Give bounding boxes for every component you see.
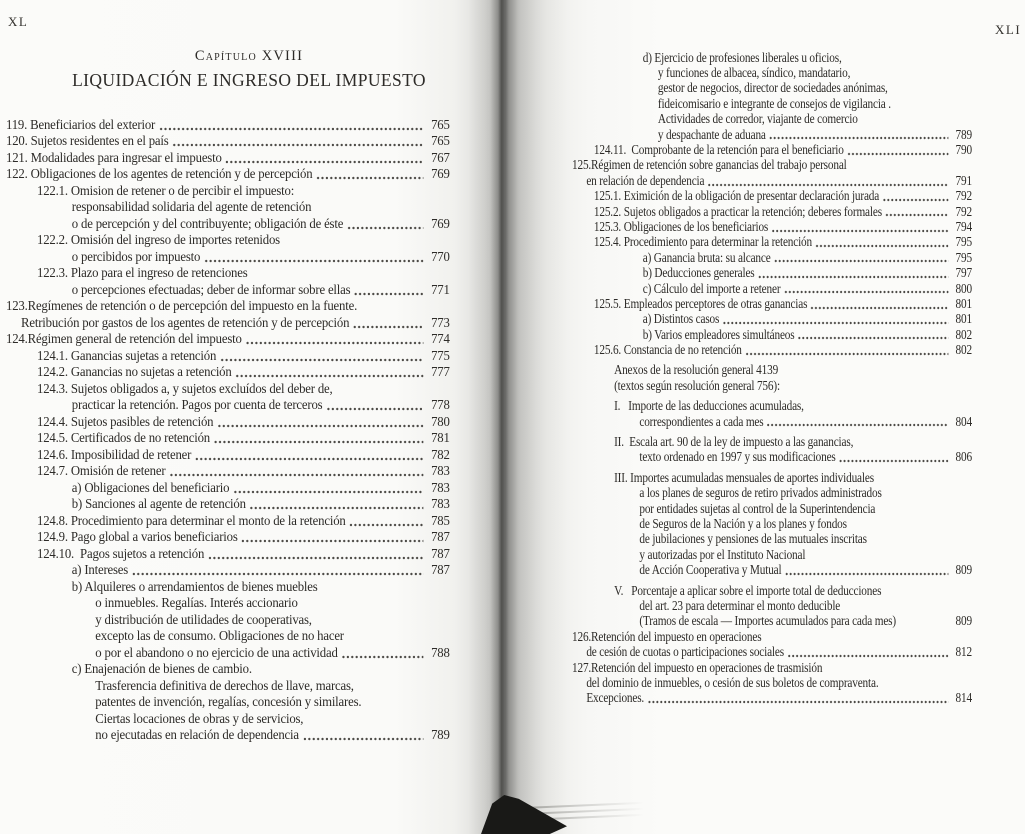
page-number: 800 [955,280,972,296]
toc-entry-text: Retribución por gastos de los agentes de retención y de percepción [21,314,350,330]
toc-entry-text: excepto las de consumo. Obligaciones de no hacer [95,628,344,644]
toc-entry-text: b) Alquileres o arrendamientos de bienes muebles [71,578,318,594]
toc-entry-text: 123.Regímenes de retención o de percepción del impuesto en la fuente. [6,298,358,314]
toc-entry-text: del dominio de inmuebles, o cesión de sus boletos de compraventa. [586,674,879,690]
chapter-title: LIQUIDACIÓN E INGRESO DEL IMPUESTO [72,70,426,90]
toc-entry-text: patentes de invención, regalías, concesión y similares. [95,694,362,710]
dot-leader [326,407,423,411]
toc-entry-line [6,512,450,529]
toc-entry-line [6,545,450,562]
page-number: 795 [955,249,972,265]
dot-leader [316,176,423,180]
toc-entry-line [572,486,972,501]
page-number: 778 [431,397,450,413]
toc-entry-line [6,446,450,463]
toc-entry-text: b) Varios empleadores simultáneos [642,326,795,342]
dot-leader [708,183,949,187]
toc-entry-line [6,182,450,199]
dot-leader [758,275,948,279]
toc-entry-line [6,595,450,612]
toc-entry-line [6,430,450,447]
toc-entry-text: 124.6. Imposibilidad de retener [37,446,192,462]
page-number: 783 [431,496,450,512]
toc-entry-line [572,660,972,675]
page-number: 771 [431,281,450,297]
toc-entry-text: por entidades sujetas al control de la Superintendencia [639,500,876,516]
dot-leader [784,290,949,294]
toc-entry-line [572,470,972,485]
toc-entry-line [6,331,450,348]
toc-entry-text: 124.1. Ganancias sujetas a retención [37,347,217,363]
page-number: 801 [955,311,972,327]
toc-entry-text: a los planes de seguros de retiro privados administrados [639,485,882,501]
toc-entry-line [572,327,972,342]
toc-entry-text: 125.5. Empleados perceptores de otras ganancias [593,295,808,311]
toc-entry-line [572,96,972,111]
toc-entry-text: a) Distintos casos [642,311,720,327]
page-number: 785 [431,512,450,528]
toc-entry-text: a) Obligaciones del beneficiario [71,479,230,495]
toc-entry-text: texto ordenado en 1997 y sus modificaciones [639,449,836,465]
toc-entry-line [6,166,450,183]
dot-leader [847,152,948,156]
toc-entry-line [6,380,450,397]
dot-leader [349,523,423,527]
dot-leader [815,244,948,248]
toc-entry-text: 120. Sujetos residentes en el país [6,133,169,149]
page-number: 804 [955,413,972,429]
page-number: 783 [431,463,450,479]
page-number: 801 [955,295,972,311]
dot-leader [811,306,949,310]
page-number: 770 [431,248,450,264]
toc-entry-line [572,547,972,562]
toc-entry-text: 122.3. Plazo para el ingreso de retenciones [37,265,248,281]
toc-entry-line [572,281,972,296]
toc-entry-line [6,727,450,744]
dot-leader [233,490,423,494]
page-number: 765 [431,116,450,132]
page-number: 787 [431,529,450,545]
chapter-kicker: Capítulo XVIII [194,48,304,64]
dot-leader [647,700,948,704]
toc-entry-line [572,516,972,531]
toc-entry-text: (textos según resolución general 756): [614,377,780,393]
toc-entry-text: fideicomisario e integrante de consejos de vigilancia . [657,95,891,111]
toc-entry-text: 124.Régimen general de retención del impuesto [6,331,242,347]
toc-entry-line [572,450,972,465]
dot-leader [767,423,949,427]
page-number: 769 [431,215,450,231]
dot-leader [169,473,423,477]
toc-entry-line [572,532,972,547]
toc-entry-line [572,378,972,393]
toc-entry-line [6,529,450,546]
page-number: 775 [431,347,450,363]
dot-leader [214,440,424,444]
toc-entry-line [6,611,450,628]
chapter-heading [18,48,480,91]
toc-entry-line [6,677,450,694]
toc-entry-line [6,397,450,414]
toc-entry-line [572,414,972,429]
dot-leader [772,229,949,233]
page-number: 814 [955,690,972,706]
toc-entry-text: V. Porcentaje a aplicar sobre el importe total de deducciones [614,582,882,598]
dot-leader [217,424,423,428]
page-number: 792 [955,203,972,219]
toc-entry-text: II. Escala art. 90 de la ley de impuesto a las ganancias, [614,434,854,450]
page-number: 809 [955,613,972,629]
toc-entry-text: Trasferencia definitiva de derechos de llave, marcas, [95,677,354,693]
toc-entry-text: 126.Retención del impuesto en operaciones [572,628,762,644]
toc-entry-line [572,142,972,157]
toc-entry-text: 121. Modalidades para ingresar el impuesto [6,149,222,165]
toc-entry-text: o por el abandono o no ejercicio de una actividad [95,644,338,660]
toc-entry-line [6,479,450,496]
page-number: 777 [431,364,450,380]
toc-entry-line [572,583,972,598]
toc-entry-text: Excepciones. [586,690,645,706]
toc-entry-text: de Seguros de la Nación y a los planes y fondos [639,515,847,531]
toc-entry-line [572,312,972,327]
toc-entry-text: 124.5. Certificados de no retención [37,430,210,446]
toc-entry-text: b) Deducciones generales [642,265,755,281]
toc-entry-text: gestor de negocios, director de sociedades anónimas, [657,80,888,96]
dot-leader [159,127,423,131]
toc-entry-text: del art. 23 para determinar el monto deducible [639,597,841,613]
toc-entry-line [6,463,450,480]
toc-entry-line [572,675,972,690]
toc-entry-text: 124.10. Pagos sujetos a retención [37,545,205,561]
toc-entry-text: 125.6. Constancia de no retención [593,342,742,358]
toc-entry-text: Anexos de la resolución general 4139 [614,362,779,378]
page-number: 806 [955,449,972,465]
page-number: 797 [955,265,972,281]
toc-entry-line [572,158,972,173]
toc-entry-text: 124.7. Omisión de retener [37,463,166,479]
page-number: 812 [955,644,972,660]
dot-leader [195,457,423,461]
dot-leader [787,654,948,658]
dot-leader [785,572,949,576]
toc-entry-line [572,50,972,65]
toc-entry-text: correspondientes a cada mes [639,413,764,429]
dot-leader [341,655,423,659]
toc-entry-text: b) Sanciones al agente de retención [71,496,246,512]
dot-leader [798,336,949,340]
dot-leader [220,358,423,362]
toc-entry-text: y despachante de aduana [657,126,766,142]
toc-entry-line [572,563,972,578]
toc-entry-line [6,133,450,150]
toc-entry-text: o de percepción y del contribuyente; obligación de éste [71,215,344,231]
page-number: 795 [955,234,972,250]
toc-entry-text: y funciones de albacea, síndico, mandatario, [657,65,851,81]
toc-entry-line [572,189,972,204]
dot-leader [208,556,423,560]
toc-entry-text: de Acción Cooperativa y Mutual [639,562,782,578]
toc-entry-line [572,342,972,357]
page-number: 781 [431,430,450,446]
toc-entry-text: no ejecutadas en relación de dependencia [95,727,299,743]
page-number: 782 [431,446,450,462]
toc-entry-line [6,116,450,133]
page-number: 780 [431,413,450,429]
page-number: 791 [955,172,972,188]
dot-leader [353,325,423,329]
toc-entry-text: de jubilaciones y pensiones de las mutuales inscritas [639,531,867,547]
dot-leader [303,737,424,741]
toc-entry-text: a) Ganancia bruta: su alcance [642,249,771,265]
toc-entry-text: 122.2. Omisión del ingreso de importes retenidos [37,232,280,248]
toc-entry-line [572,614,972,629]
right-folio: XLI [995,22,1022,37]
toc-entry-line [6,347,450,364]
toc-entry-line [6,215,450,232]
toc-right-column [572,50,972,706]
toc-entry-line [572,112,972,127]
toc-entry-line [6,710,450,727]
toc-entry-text: en relación de dependencia [586,172,705,188]
toc-entry-text: 125.3. Obligaciones de los beneficiarios [593,218,769,234]
page-number: 802 [955,342,972,358]
toc-entry-text: y distribución de utilidades de cooperativas, [95,611,312,627]
page-number: 767 [431,149,450,165]
toc-entry-line [6,248,450,265]
dot-leader [774,259,948,263]
page-number: 769 [431,166,450,182]
toc-entry-text: 124.3. Sujetos obligados a, y sujetos excluídos del deber de, [37,380,333,396]
toc-entry-line [6,578,450,595]
toc-entry-line [6,298,450,315]
page-number: 789 [431,727,450,743]
toc-entry-text: 119. Beneficiarios del exterior [6,116,156,132]
toc-entry-line [572,65,972,80]
toc-entry-text: o percepciones efectuadas; deber de informar sobre ellas [71,281,351,297]
page-number: 783 [431,479,450,495]
dot-leader [245,341,423,345]
toc-entry-text: 124.9. Pago global a varios beneficiarios [37,529,238,545]
page-number: 790 [955,142,972,157]
page-number: 788 [431,644,450,660]
toc-entry-line [572,629,972,644]
dot-leader [241,539,423,543]
toc-entry-text: (Tramos de escala — Importes acumulados para cada mes) [639,613,896,629]
dot-leader [723,321,949,325]
toc-entry-line [572,644,972,659]
toc-entry-text: practicar la retención. Pagos por cuenta de terceros [71,397,323,413]
toc-entry-line [6,562,450,579]
toc-entry-line [572,691,972,706]
toc-entry-line [572,501,972,516]
toc-entry-text: 125.4. Procedimiento para determinar la retención [593,234,812,250]
toc-entry-line [572,235,972,250]
dot-leader [839,459,948,463]
toc-entry-text: y autorizadas por el Instituto Nacional [639,546,806,562]
toc-entry-text: o inmuebles. Regalías. Interés accionario [95,595,298,611]
toc-entry-text: c) Cálculo del importe a retener [642,280,781,296]
toc-entry-text: o percibidos por impuesto [71,248,201,264]
toc-entry-line [6,644,450,661]
dot-leader [769,136,948,140]
toc-entry-line [572,399,972,414]
toc-entry-text: a) Intereses [71,562,129,578]
dot-leader [354,292,423,296]
toc-entry-text: 127.Retención del impuesto en operaciones de trasmisión [572,659,823,675]
page-number: 765 [431,133,450,149]
toc-entry-line [572,219,972,234]
toc-entry-text: d) Ejercicio de profesiones liberales u oficios, [642,49,842,65]
page-number: 789 [955,126,972,142]
page-number: 802 [955,326,972,342]
toc-entry-line [572,204,972,219]
dot-leader [347,226,423,230]
toc-entry-line [572,265,972,280]
toc-entry-line [572,127,972,142]
toc-entry-line [6,232,450,249]
toc-entry-text: 125.1. Eximición de la obligación de presentar declaración jurada [593,188,880,204]
toc-entry-line [6,265,450,282]
toc-entry-text: c) Enajenación de bienes de cambio. [71,661,252,677]
toc-entry-text: 125.2. Sujetos obligados a practicar la retención; deberes formales [593,203,882,219]
toc-entry-line [572,434,972,449]
dot-leader [204,259,423,263]
toc-entry-text: 124.11. Comprobante de la retención para el beneficiario [593,142,844,157]
dot-leader [172,143,423,147]
toc-entry-line [6,281,450,298]
toc-entry-line [6,661,450,678]
toc-entry-line [6,413,450,430]
toc-entry-text: III. Importes acumuladas mensuales de aportes individuales [614,469,874,485]
toc-entry-text: de cesión de cuotas o participaciones sociales [586,644,784,660]
dot-leader [132,572,424,576]
toc-entry-line [6,314,450,331]
toc-entry-text: 124.8. Procedimiento para determinar el monto de la retención [37,512,346,528]
toc-entry-text: Actividades de corredor, viajante de comercio [657,111,858,127]
toc-entry-line [572,363,972,378]
toc-entry-line [6,628,450,645]
toc-entry-text: I. Importe de las deducciones acumuladas, [614,398,804,414]
toc-entry-text: 124.4. Sujetos pasibles de retención [37,413,214,429]
page-number: 792 [955,188,972,204]
toc-entry-text: 125.Régimen de retención sobre ganancias del trabajo personal [572,157,847,173]
toc-left-column [6,116,450,743]
toc-entry-line [6,364,450,381]
dot-leader [882,198,948,202]
toc-entry-line [572,81,972,96]
dot-leader [235,374,423,378]
toc-entry-text: 122.1. Omision de retener o de percibir el impuesto: [37,182,295,198]
toc-entry-line [6,694,450,711]
toc-entry-line [6,149,450,166]
page-number: 794 [955,218,972,234]
toc-entry-line [6,199,450,216]
toc-entry-line [572,598,972,613]
dot-leader [745,352,948,356]
left-folio: XL [8,14,29,29]
toc-entry-line [572,173,972,188]
toc-entry-line [572,296,972,311]
toc-entry-line [572,250,972,265]
page-number: 774 [431,331,450,347]
page-number: 773 [431,314,450,330]
toc-entry-text: Ciertas locaciones de obras y de servicios, [95,710,304,726]
page-number: 809 [955,562,972,578]
toc-entry-text: responsabilidad solidaria del agente de retención [71,199,312,215]
dot-leader [225,160,423,164]
page-number: 787 [431,545,450,561]
toc-entry-text: 124.2. Ganancias no sujetas a retención [37,364,232,380]
dot-leader [885,213,948,217]
dot-leader [250,506,424,510]
toc-entry-line [6,496,450,513]
toc-entry-text: 122. Obligaciones de los agentes de retención y de percepción [6,166,313,182]
page-number: 787 [431,562,450,578]
